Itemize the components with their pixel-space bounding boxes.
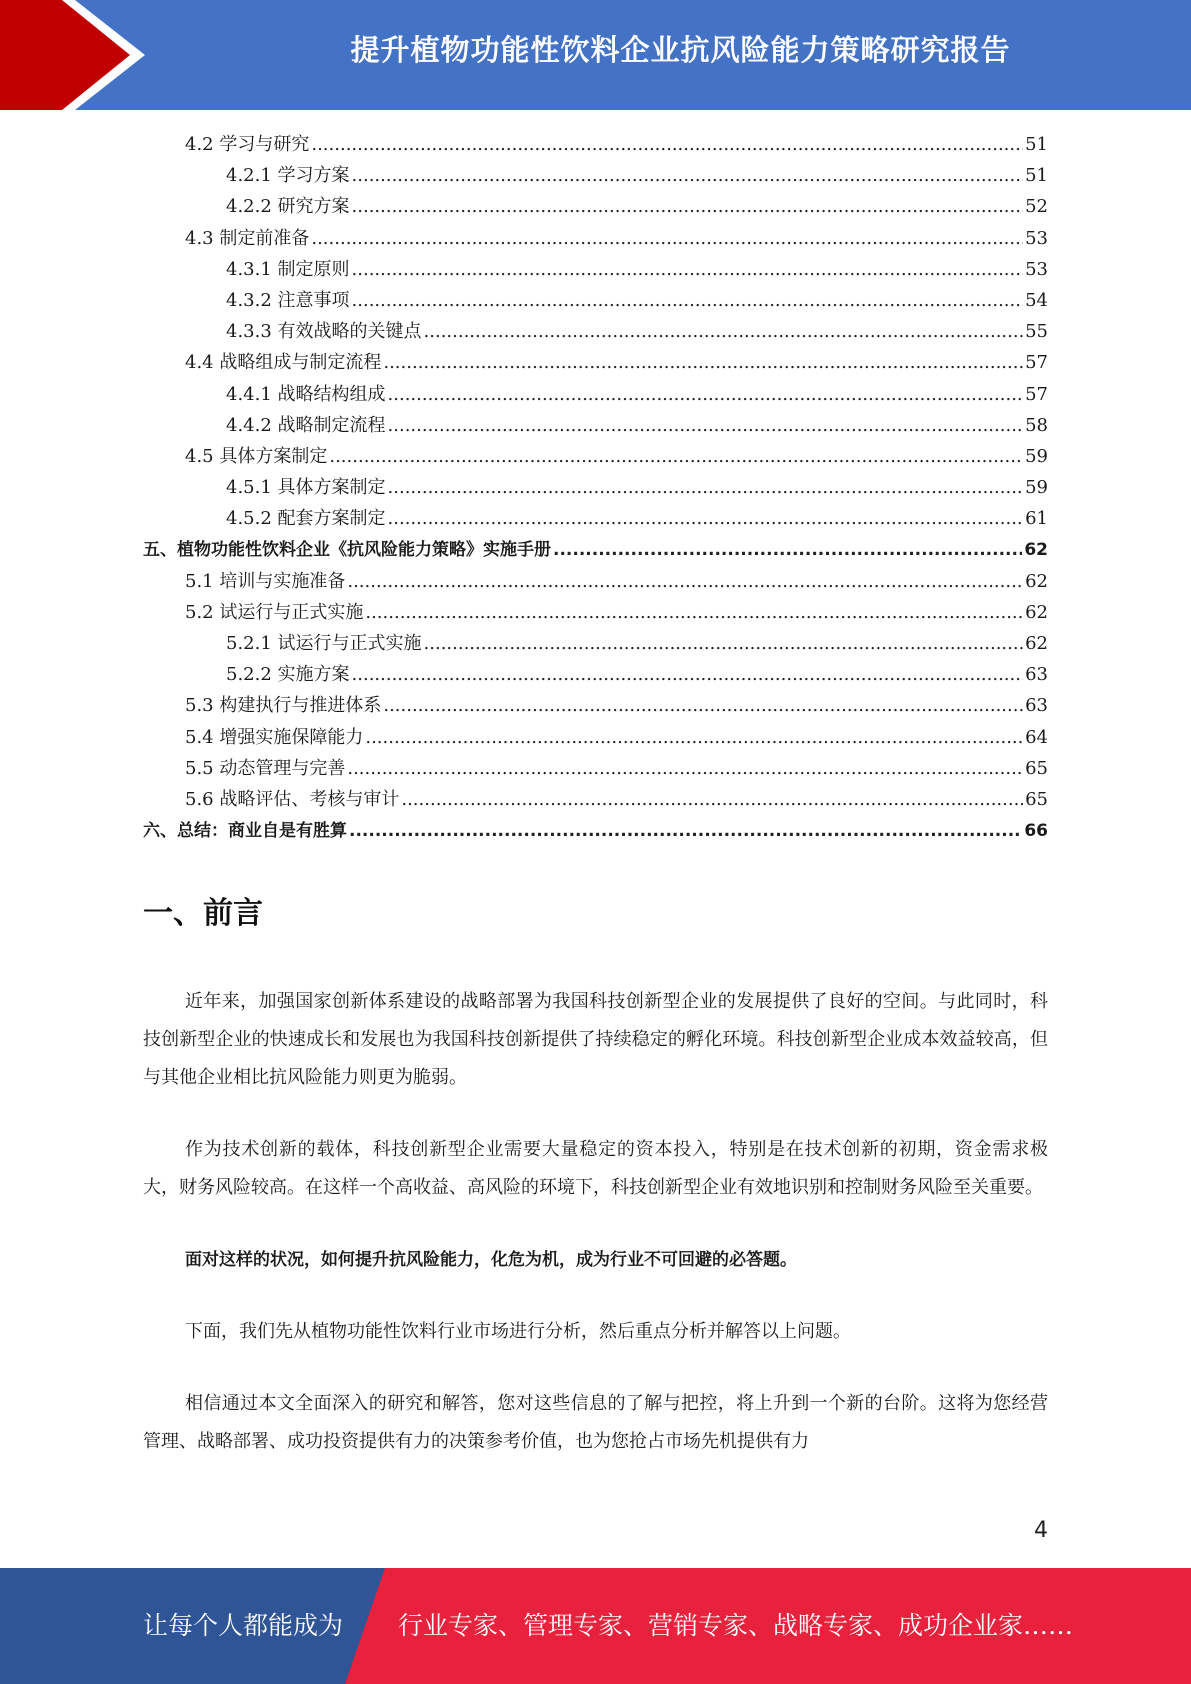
toc-entry-page: 65: [1025, 757, 1048, 779]
toc-entry-page: 64: [1025, 726, 1048, 748]
toc-entry-page: 51: [1025, 134, 1048, 155]
toc-entry-page: 54: [1025, 289, 1048, 311]
paragraph: 作为技术创新的载体，科技创新型企业需要大量稳定的资本投入，特别是在技术创新的初期，资金需求极大，财务风险较高。在这样一个高收益、高风险的环境下，科技创新型企业有效地识别和控制财务风险至关重要。: [143, 1139, 1048, 1198]
toc-entry[interactable]: [143, 816, 1048, 847]
toc-entry[interactable]: [143, 224, 1048, 255]
toc-entry-page: 62: [1025, 570, 1048, 592]
toc-entry-title: 4.2.2 研究方案: [226, 196, 350, 218]
toc-leader-dots: [401, 789, 1023, 810]
toc-entry-page: 53: [1025, 227, 1048, 249]
toc-entry-title: 六、总结：商业自是有胜算: [143, 821, 347, 842]
toc-entry-page: 62: [1024, 540, 1048, 561]
toc-entry-title: 4.5.2 配套方案制定: [226, 508, 386, 530]
toc-leader-dots: [347, 571, 1023, 592]
toc-entry-page: 59: [1025, 477, 1048, 499]
toc-leader-dots: [388, 415, 1024, 436]
toc-leader-dots: [352, 290, 1024, 311]
toc-entry-page: 63: [1025, 695, 1048, 717]
toc-entry-title: 4.3.2 注意事项: [226, 289, 350, 311]
toc-entry-page: 51: [1025, 165, 1048, 187]
toc-entry-title: 4.3 制定前准备: [185, 227, 310, 249]
toc-leader-dots: [388, 384, 1024, 405]
toc-entry-page: 61: [1025, 508, 1048, 530]
toc-entry[interactable]: [143, 473, 1048, 504]
toc-entry[interactable]: [143, 380, 1048, 411]
paragraph: 相信通过本文全面深入的研究和解答，您对这些信息的了解与把控，将上升到一个新的台阶。这将为您经营管理、战略部署、成功投资提供有力的决策参考价值，也为您抢占市场先机提供有力: [143, 1393, 1048, 1452]
toc-entry-page: 62: [1025, 601, 1048, 623]
toc-entry-page: 52: [1025, 196, 1048, 218]
toc-entry-page: 58: [1025, 414, 1048, 436]
toc-entry[interactable]: [143, 598, 1048, 629]
page-number: 4: [1034, 1518, 1048, 1543]
toc-entry-title: 5.2.2 实施方案: [226, 664, 350, 686]
toc-entry[interactable]: [143, 535, 1048, 566]
toc-leader-dots: [383, 352, 1023, 373]
toc-entry-title: 5.2 试运行与正式实施: [185, 601, 364, 623]
toc-leader-dots: [352, 664, 1024, 685]
toc-leader-dots: [424, 633, 1024, 654]
toc-leader-dots: [388, 508, 1024, 529]
footer-slogan-left: 让每个人都能成为: [143, 1611, 344, 1640]
toc-entry[interactable]: [143, 286, 1048, 317]
toc-entry[interactable]: [143, 785, 1048, 816]
toc-leader-dots: [388, 477, 1024, 498]
toc-entry-title: 4.4.1 战略结构组成: [226, 383, 386, 405]
toc-entry[interactable]: [143, 660, 1048, 691]
footer-slogan-right: 行业专家、管理专家、营销专家、战略专家、成功企业家……: [398, 1611, 1074, 1640]
toc-entry-title: 5.4 增强实施保障能力: [185, 726, 364, 748]
toc-entry-title: 4.4 战略组成与制定流程: [185, 352, 382, 374]
toc-entry-page: 57: [1025, 383, 1048, 405]
toc-entry-title: 5.3 构建执行与推进体系: [185, 695, 382, 717]
toc-leader-dots: [347, 758, 1023, 779]
toc-entry-title: 4.2 学习与研究: [185, 134, 310, 155]
toc-entry[interactable]: [143, 192, 1048, 223]
toc-entry-page: 59: [1025, 445, 1048, 467]
toc-entry-title: 4.3.3 有效战略的关键点: [226, 321, 422, 343]
toc-leader-dots: [352, 165, 1024, 186]
toc-entry-page: 57: [1025, 352, 1048, 374]
toc-entry-title: 5.6 战略评估、考核与审计: [185, 788, 400, 810]
body-text: [143, 983, 1048, 1495]
toc-entry[interactable]: [143, 130, 1048, 161]
toc-entry[interactable]: [143, 348, 1048, 379]
toc-leader-dots: [349, 821, 1022, 841]
toc-entry[interactable]: [143, 255, 1048, 286]
toc-entry-page: 55: [1025, 321, 1048, 343]
toc-entry-page: 62: [1025, 633, 1048, 654]
toc-entry-title: 4.4.2 战略制定流程: [226, 414, 386, 436]
page-header: [0, 0, 1191, 110]
report-title: 提升植物功能性饮料企业抗风险能力策略研究报告: [350, 33, 1011, 67]
toc-leader-dots: [329, 446, 1023, 467]
table-of-contents: [143, 130, 1048, 847]
toc-leader-dots: [383, 695, 1023, 716]
section-heading: 一、前言: [143, 896, 263, 931]
toc-entry-title: 4.5 具体方案制定: [185, 445, 328, 467]
toc-entry[interactable]: [143, 691, 1048, 722]
toc-entry-page: 53: [1025, 258, 1048, 280]
toc-entry[interactable]: [143, 161, 1048, 192]
page-footer: [0, 1568, 1191, 1684]
toc-leader-dots: [365, 727, 1023, 748]
emphasis-paragraph: 面对这样的状况，如何提升抗风险能力，化危为机，成为行业不可回避的必答题。: [185, 1250, 797, 1270]
toc-entry[interactable]: [143, 411, 1048, 442]
toc-entry-page: 65: [1025, 788, 1048, 810]
toc-entry[interactable]: [143, 317, 1048, 348]
toc-entry[interactable]: [143, 723, 1048, 754]
toc-entry-title: 4.3.1 制定原则: [226, 258, 350, 280]
toc-entry[interactable]: [143, 442, 1048, 473]
toc-leader-dots: [424, 321, 1024, 342]
toc-entry[interactable]: [143, 754, 1048, 785]
toc-entry[interactable]: [143, 504, 1048, 535]
paragraph: 下面，我们先从植物功能性饮料行业市场进行分析，然后重点分析并解答以上问题。: [185, 1321, 851, 1342]
toc-entry-page: 63: [1025, 664, 1048, 686]
toc-leader-dots: [352, 259, 1024, 280]
toc-entry-title: 5.2.1 试运行与正式实施: [226, 633, 422, 654]
toc-leader-dots: [365, 602, 1023, 623]
toc-leader-dots: [311, 134, 1023, 155]
toc-entry[interactable]: [143, 567, 1048, 598]
toc-leader-dots: [352, 196, 1024, 217]
toc-entry-title: 4.2.1 学习方案: [226, 165, 350, 187]
paragraph: 近年来，加强国家创新体系建设的战略部署为我国科技创新型企业的发展提供了良好的空间。与此同时，科技创新型企业的快速成长和发展也为我国科技创新提供了持续稳定的孵化环境。科技创新型企业成本效益较高，但与其他企业相比抗风险能力则更为脆弱。: [143, 991, 1048, 1088]
toc-leader-dots: [553, 540, 1022, 560]
toc-entry-title: 五、植物功能性饮料企业《抗风险能力策略》实施手册: [143, 540, 551, 561]
toc-entry-page: 66: [1024, 821, 1048, 842]
toc-entry-title: 4.5.1 具体方案制定: [226, 477, 386, 499]
toc-entry-title: 5.5 动态管理与完善: [185, 757, 346, 779]
toc-entry-title: 5.1 培训与实施准备: [185, 570, 346, 592]
toc-entry[interactable]: [143, 629, 1048, 660]
toc-leader-dots: [311, 228, 1023, 249]
